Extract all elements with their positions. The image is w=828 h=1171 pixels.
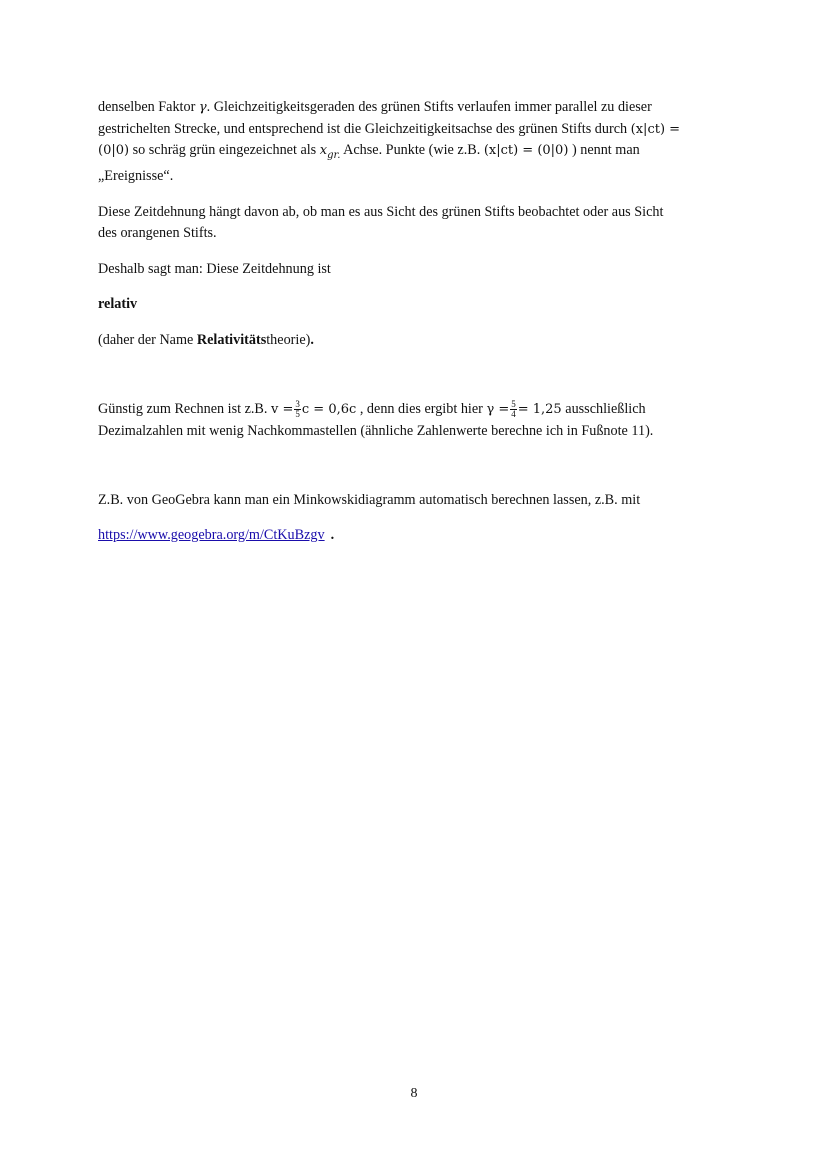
text: theorie): [266, 331, 311, 348]
bold-relative: relativ: [98, 296, 138, 313]
text: . Gleichzeitigkeitsgeraden des grünen Stifts verlaufen immer parallel zu dieser: [206, 99, 652, 115]
text: (daher der Name: [98, 331, 197, 348]
text: so schräg grün eingezeichnet als: [129, 142, 320, 158]
paragraph-minkowski-axes: [98, 97, 718, 188]
math-v-equals: v =: [271, 402, 294, 418]
bold-period: .: [330, 526, 335, 543]
math-gamma-equals: γ =: [486, 402, 510, 418]
fraction-numerator: 5: [511, 398, 516, 409]
page-number: 8: [410, 1086, 418, 1101]
math-origin: (0|0): [98, 143, 130, 158]
fraction-denominator: 5: [295, 408, 300, 419]
text: „Ereignisse“.: [98, 168, 174, 185]
paragraph-time-dilation: [98, 202, 718, 245]
text: Achse. Punkte (wie z.B.: [340, 142, 484, 158]
fraction-denominator: 4: [511, 408, 516, 419]
paragraph-therefore: Deshalb sagt man: Diese Zeitdehnung ist: [98, 260, 331, 277]
math-c-value: c = 0,6c: [301, 402, 357, 418]
bold-period: .: [310, 331, 314, 348]
paragraph-relative: [98, 294, 718, 316]
text: Z.B. von GeoGebra kann man ein Minkowskidiagramm automatisch berechnen lassen, z.B. mit: [98, 492, 641, 509]
math-event-coords: (x|ct) =: [630, 121, 681, 137]
math-gamma: γ: [198, 100, 207, 115]
text: Günstig zum Rechnen ist z.B.: [98, 401, 271, 418]
text: des orangenen Stifts.: [98, 225, 217, 242]
paragraph-geogebra-link: [98, 525, 718, 547]
text: ausschließlich: [561, 401, 646, 418]
math-x-green: x: [319, 143, 328, 158]
math-gamma-value: = 1,25: [517, 402, 562, 418]
math-subscript-gr: gr.: [327, 149, 341, 161]
text: gestrichelten Strecke, und entsprechend ist die Gleichzeitigkeitsachse des grünen Stifts durch: [98, 120, 631, 137]
paragraph-calculation: [98, 399, 718, 442]
bold-relativitaets: Relativitäts: [196, 331, 267, 348]
fraction-numerator: 3: [295, 398, 300, 409]
text: Dezimalzahlen mit wenig Nachkommastellen (ähnliche Zahlenwerte berechne ich in Fußnote 11).: [98, 422, 654, 439]
page-content: [98, 97, 718, 546]
math-event-origin: (x|ct) = (0|0): [483, 143, 569, 158]
text: , denn dies ergibt hier: [356, 401, 487, 418]
paragraph-theory-name: [98, 330, 718, 352]
fraction-five-fourths: [510, 400, 517, 419]
fraction-three-fifths: [294, 400, 301, 419]
text: ) nennt man: [568, 142, 640, 158]
paragraph-geogebra: [98, 490, 718, 512]
text: Diese Zeitdehnung hängt davon ab, ob man es aus Sicht des grünen Stifts beobachtet oder aus Sicht: [98, 203, 664, 220]
geogebra-link[interactable]: https://www.geogebra.org/m/CtKuBzgv: [98, 526, 325, 543]
text: denselben Faktor: [98, 99, 199, 115]
